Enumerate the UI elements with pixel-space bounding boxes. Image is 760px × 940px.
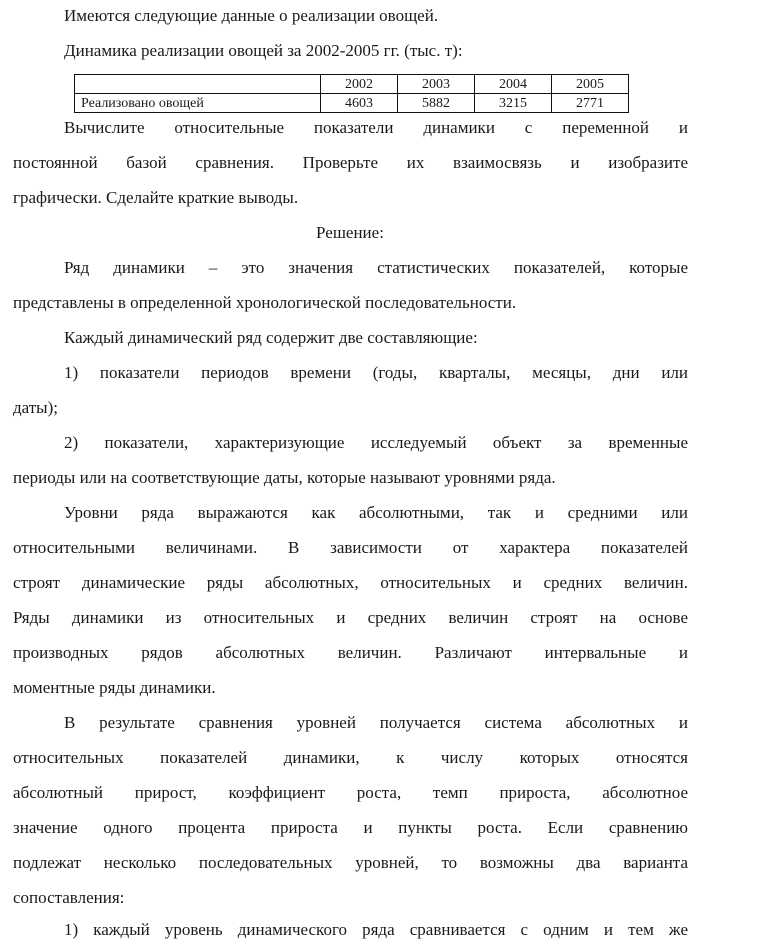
solution-heading: Решение: — [316, 223, 384, 242]
table-cell: Реализовано овощей — [75, 94, 321, 113]
table-cell: 2771 — [552, 94, 629, 113]
table-header-row — [75, 75, 629, 94]
text-line: относительных показателей динамики, к числу которых относятся — [13, 748, 688, 767]
text-line: Ряд динамики – это значения статистических показателей, которые — [64, 258, 688, 277]
text-line: постоянной базой сравнения. Проверьте их взаимосвязь и изобразите — [13, 153, 688, 172]
text-line: сопоставления: — [13, 888, 125, 907]
text-line: 1) каждый уровень динамического ряда сравнивается с одним и тем же — [64, 920, 688, 939]
table-cell: 4603 — [321, 94, 398, 113]
text-line: относительными величинами. В зависимости от характера показателей — [13, 538, 688, 557]
table-cell: 5882 — [398, 94, 475, 113]
text-line: представлены в определенной хронологической последовательности. — [13, 293, 517, 312]
text-line: моментные ряды динамики. — [13, 678, 216, 697]
text-line: строят динамические ряды абсолютных, относительных и средних величин. — [13, 573, 688, 592]
text-line: подлежат несколько последовательных уровней, то возможны два варианта — [13, 853, 688, 872]
table-row — [75, 94, 629, 113]
text-line: В результате сравнения уровней получается система абсолютных и — [64, 713, 688, 732]
text-line: Вычислите относительные показатели динамики с переменной и — [64, 118, 688, 137]
text-line: 1) показатели периодов времени (годы, кварталы, месяцы, дни или — [64, 363, 688, 382]
table-header-cell: 2003 — [398, 75, 475, 94]
text-line: Каждый динамический ряд содержит две составляющие: — [64, 328, 478, 347]
data-table — [74, 74, 629, 113]
text-line: значение одного процента прироста и пункты роста. Если сравнению — [13, 818, 688, 837]
text-line: 2) показатели, характеризующие исследуемый объект за временные — [64, 433, 688, 452]
text-line: графически. Сделайте краткие выводы. — [13, 188, 299, 207]
table-header-cell: 2005 — [552, 75, 629, 94]
table-header-cell: 2004 — [475, 75, 552, 94]
table-caption: Динамика реализации овощей за 2002-2005 гг. (тыс. т): — [64, 41, 463, 60]
text-line: даты); — [13, 398, 58, 417]
text-line: периоды или на соответствующие даты, которые называют уровнями ряда. — [13, 468, 556, 487]
table-header-cell: 2002 — [321, 75, 398, 94]
text-line: Уровни ряда выражаются как абсолютными, так и средними или — [64, 503, 688, 522]
text-line: Ряды динамики из относительных и средних величин строят на основе — [13, 608, 688, 627]
text-line: производных рядов абсолютных величин. Различают интервальные и — [13, 643, 688, 662]
intro-line: Имеются следующие данные о реализации овощей. — [64, 6, 439, 25]
text-line: абсолютный прирост, коэффициент роста, темп прироста, абсолютное — [13, 783, 688, 802]
table-cell: 3215 — [475, 94, 552, 113]
table-header-cell — [75, 75, 321, 94]
